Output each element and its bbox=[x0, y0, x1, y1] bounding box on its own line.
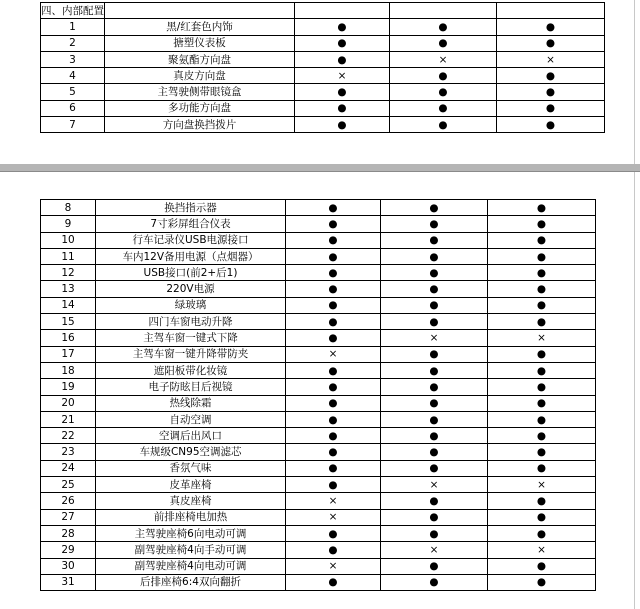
page-edge-line bbox=[634, 172, 635, 609]
trim-3-mark: × bbox=[488, 330, 596, 346]
table-row bbox=[41, 51, 605, 67]
row-number: 20 bbox=[41, 395, 96, 411]
trim-3-mark: ● bbox=[497, 68, 605, 84]
table-row bbox=[41, 297, 596, 313]
feature-name: 7寸彩屏组合仪表 bbox=[96, 216, 286, 232]
row-number: 9 bbox=[41, 216, 96, 232]
table-row bbox=[41, 314, 596, 330]
row-number: 24 bbox=[41, 460, 96, 476]
table-row bbox=[41, 362, 596, 378]
trim-3-mark: ● bbox=[488, 362, 596, 378]
trim-1-mark: ● bbox=[295, 117, 390, 133]
trim-1-mark: ● bbox=[286, 542, 381, 558]
interior-config-table-page1 bbox=[40, 2, 605, 133]
trim-2-mark: ● bbox=[381, 232, 488, 248]
table-row bbox=[41, 411, 596, 427]
trim-2-mark: ● bbox=[381, 281, 488, 297]
page-separator bbox=[0, 164, 640, 171]
table-row bbox=[41, 216, 596, 232]
trim-1-mark: × bbox=[286, 493, 381, 509]
trim-3-mark: ● bbox=[488, 395, 596, 411]
feature-name: 行车记录仪USB电源接口 bbox=[96, 232, 286, 248]
trim-1-mark: ● bbox=[286, 362, 381, 378]
trim-2-mark: ● bbox=[381, 362, 488, 378]
feature-name: 热线除霜 bbox=[96, 395, 286, 411]
trim-1-mark: ● bbox=[286, 314, 381, 330]
trim-2-mark: ● bbox=[381, 379, 488, 395]
trim-2-mark: ● bbox=[381, 314, 488, 330]
trim-2-mark: ● bbox=[381, 216, 488, 232]
trim-1-mark: ● bbox=[286, 428, 381, 444]
trim-1-mark: ● bbox=[295, 35, 390, 51]
table-row bbox=[41, 493, 596, 509]
row-number: 3 bbox=[41, 51, 105, 67]
trim-3-mark: ● bbox=[497, 84, 605, 100]
trim-1-mark: ● bbox=[286, 297, 381, 313]
row-number: 21 bbox=[41, 411, 96, 427]
row-number: 1 bbox=[41, 19, 105, 35]
trim-1-mark: ● bbox=[295, 84, 390, 100]
feature-name: 换挡指示器 bbox=[96, 200, 286, 216]
trim-3-mark: ● bbox=[488, 379, 596, 395]
row-number: 5 bbox=[41, 84, 105, 100]
feature-name: 后排座椅6:4双向翻折 bbox=[96, 574, 286, 590]
trim-3-mark: ● bbox=[488, 444, 596, 460]
feature-name: 主驾车窗一键式下降 bbox=[96, 330, 286, 346]
row-number: 26 bbox=[41, 493, 96, 509]
trim-1-mark: × bbox=[286, 558, 381, 574]
feature-name: 主驾车窗一键升降带防夹 bbox=[96, 346, 286, 362]
table-row bbox=[41, 558, 596, 574]
row-number: 15 bbox=[41, 314, 96, 330]
trim-2-mark: ● bbox=[381, 558, 488, 574]
row-number: 12 bbox=[41, 265, 96, 281]
row-number: 30 bbox=[41, 558, 96, 574]
table-row bbox=[41, 330, 596, 346]
trim-3-mark: ● bbox=[488, 200, 596, 216]
table-row bbox=[41, 281, 596, 297]
row-number: 29 bbox=[41, 542, 96, 558]
feature-name: USB接口(前2+后1) bbox=[96, 265, 286, 281]
trim-3-mark: × bbox=[488, 542, 596, 558]
feature-name: 车内12V备用电源（点烟器） bbox=[96, 248, 286, 264]
feature-name: 四门车窗电动升降 bbox=[96, 314, 286, 330]
trim-2-mark: × bbox=[381, 330, 488, 346]
trim-2-mark: ● bbox=[381, 493, 488, 509]
feature-name: 空调后出风口 bbox=[96, 428, 286, 444]
trim-3-mark: ● bbox=[488, 509, 596, 525]
trim-2-mark: ● bbox=[381, 200, 488, 216]
trim-2-mark: ● bbox=[390, 35, 497, 51]
trim-1-mark: ● bbox=[286, 379, 381, 395]
trim-2-mark: ● bbox=[381, 525, 488, 541]
row-number: 23 bbox=[41, 444, 96, 460]
trim-3-mark: ● bbox=[488, 232, 596, 248]
trim-3-mark: ● bbox=[488, 248, 596, 264]
feature-name: 黑/红套色内饰 bbox=[105, 19, 295, 35]
interior-config-table-page2 bbox=[40, 199, 596, 591]
trim-2-mark: ● bbox=[381, 395, 488, 411]
row-number: 17 bbox=[41, 346, 96, 362]
trim-3-mark: ● bbox=[488, 411, 596, 427]
row-number: 31 bbox=[41, 574, 96, 590]
trim-1-mark: ● bbox=[295, 19, 390, 35]
trim-2-mark: ● bbox=[381, 297, 488, 313]
trim-2-mark: × bbox=[381, 542, 488, 558]
table-row bbox=[41, 542, 596, 558]
feature-name: 自动空调 bbox=[96, 411, 286, 427]
feature-name: 车规级CN95空调滤芯 bbox=[96, 444, 286, 460]
trim-3-mark: ● bbox=[488, 216, 596, 232]
row-number: 18 bbox=[41, 362, 96, 378]
trim-2-mark: ● bbox=[381, 460, 488, 476]
trim-1-mark: ● bbox=[286, 265, 381, 281]
trim-1-mark: ● bbox=[295, 100, 390, 116]
trim-3-mark: ● bbox=[488, 558, 596, 574]
trim-3-mark: ● bbox=[488, 314, 596, 330]
trim-2-mark: ● bbox=[381, 574, 488, 590]
row-number: 6 bbox=[41, 100, 105, 116]
trim-3-mark: ● bbox=[488, 346, 596, 362]
table-row bbox=[41, 346, 596, 362]
section-header-row bbox=[41, 3, 605, 19]
feature-name: 真皮方向盘 bbox=[105, 68, 295, 84]
row-number: 19 bbox=[41, 379, 96, 395]
trim-2-mark: ● bbox=[390, 68, 497, 84]
trim-3-mark: ● bbox=[488, 460, 596, 476]
feature-name: 前排座椅电加热 bbox=[96, 509, 286, 525]
trim-2-mark: ● bbox=[390, 19, 497, 35]
trim-1-mark: ● bbox=[295, 51, 390, 67]
trim-1-mark: ● bbox=[286, 200, 381, 216]
feature-name: 主驾驶座椅6向电动可调 bbox=[96, 525, 286, 541]
trim-1-mark: ● bbox=[286, 330, 381, 346]
feature-name: 副驾驶座椅4向电动可调 bbox=[96, 558, 286, 574]
table-row bbox=[41, 379, 596, 395]
trim-3-mark: × bbox=[488, 477, 596, 493]
feature-name: 聚氨酯方向盘 bbox=[105, 51, 295, 67]
section-title: 四、内部配置 bbox=[41, 3, 105, 19]
row-number: 13 bbox=[41, 281, 96, 297]
table-row bbox=[41, 200, 596, 216]
table-row bbox=[41, 68, 605, 84]
feature-name: 绿玻璃 bbox=[96, 297, 286, 313]
trim-1-mark: ● bbox=[286, 574, 381, 590]
trim-3-mark: ● bbox=[488, 265, 596, 281]
trim-3-mark: ● bbox=[497, 35, 605, 51]
trim-1-mark: ● bbox=[286, 411, 381, 427]
feature-name: 主驾驶侧带眼镜盒 bbox=[105, 84, 295, 100]
trim-3-mark: ● bbox=[488, 525, 596, 541]
trim-3-mark: ● bbox=[497, 100, 605, 116]
table-row bbox=[41, 265, 596, 281]
table-row bbox=[41, 428, 596, 444]
table-row bbox=[41, 460, 596, 476]
feature-name: 方向盘换挡拨片 bbox=[105, 117, 295, 133]
trim-2-mark: ● bbox=[381, 509, 488, 525]
table-row bbox=[41, 232, 596, 248]
row-number: 16 bbox=[41, 330, 96, 346]
trim-1-mark: × bbox=[295, 68, 390, 84]
row-number: 4 bbox=[41, 68, 105, 84]
page-separator-edge bbox=[0, 171, 640, 172]
trim-3-mark: ● bbox=[488, 574, 596, 590]
trim-2-mark: ● bbox=[381, 346, 488, 362]
table-row bbox=[41, 444, 596, 460]
trim-1-mark: ● bbox=[286, 525, 381, 541]
feature-name: 皮革座椅 bbox=[96, 477, 286, 493]
row-number: 14 bbox=[41, 297, 96, 313]
trim-1-mark: ● bbox=[286, 477, 381, 493]
trim-3-mark: ● bbox=[488, 281, 596, 297]
trim-1-mark: × bbox=[286, 509, 381, 525]
table-row bbox=[41, 35, 605, 51]
table-row bbox=[41, 19, 605, 35]
trim-2-mark: ● bbox=[381, 265, 488, 281]
trim-3-mark: ● bbox=[488, 428, 596, 444]
row-number: 25 bbox=[41, 477, 96, 493]
table-row bbox=[41, 117, 605, 133]
table-row bbox=[41, 509, 596, 525]
table-row bbox=[41, 395, 596, 411]
table-row bbox=[41, 84, 605, 100]
feature-name: 真皮座椅 bbox=[96, 493, 286, 509]
table-row bbox=[41, 248, 596, 264]
trim-1-mark: ● bbox=[286, 444, 381, 460]
feature-name: 220V电源 bbox=[96, 281, 286, 297]
trim-3-mark: × bbox=[497, 51, 605, 67]
trim-2-mark: ● bbox=[381, 411, 488, 427]
table-row bbox=[41, 525, 596, 541]
row-number: 10 bbox=[41, 232, 96, 248]
feature-name: 香氛气味 bbox=[96, 460, 286, 476]
row-number: 27 bbox=[41, 509, 96, 525]
trim-2-mark: × bbox=[381, 477, 488, 493]
trim-3-mark: ● bbox=[497, 117, 605, 133]
trim-2-mark: × bbox=[390, 51, 497, 67]
trim-2-mark: ● bbox=[381, 444, 488, 460]
table-row bbox=[41, 100, 605, 116]
trim-1-mark: ● bbox=[286, 248, 381, 264]
feature-name: 多功能方向盘 bbox=[105, 100, 295, 116]
feature-name: 副驾驶座椅4向手动可调 bbox=[96, 542, 286, 558]
row-number: 22 bbox=[41, 428, 96, 444]
feature-name: 搪塑仪表板 bbox=[105, 35, 295, 51]
trim-2-mark: ● bbox=[390, 84, 497, 100]
trim-3-mark: ● bbox=[488, 297, 596, 313]
trim-3-mark: ● bbox=[497, 19, 605, 35]
trim-1-mark: × bbox=[286, 346, 381, 362]
feature-name: 遮阳板带化妆镜 bbox=[96, 362, 286, 378]
trim-2-mark: ● bbox=[390, 117, 497, 133]
row-number: 28 bbox=[41, 525, 96, 541]
trim-2-mark: ● bbox=[381, 248, 488, 264]
trim-2-mark: ● bbox=[390, 100, 497, 116]
row-number: 2 bbox=[41, 35, 105, 51]
trim-1-mark: ● bbox=[286, 395, 381, 411]
trim-1-mark: ● bbox=[286, 281, 381, 297]
trim-1-mark: ● bbox=[286, 232, 381, 248]
table-row bbox=[41, 574, 596, 590]
page-edge-line bbox=[634, 0, 635, 164]
trim-2-mark: ● bbox=[381, 428, 488, 444]
trim-3-mark: ● bbox=[488, 493, 596, 509]
trim-1-mark: ● bbox=[286, 460, 381, 476]
row-number: 8 bbox=[41, 200, 96, 216]
row-number: 11 bbox=[41, 248, 96, 264]
row-number: 7 bbox=[41, 117, 105, 133]
feature-name: 电子防眩目后视镜 bbox=[96, 379, 286, 395]
trim-1-mark: ● bbox=[286, 216, 381, 232]
table-row bbox=[41, 477, 596, 493]
